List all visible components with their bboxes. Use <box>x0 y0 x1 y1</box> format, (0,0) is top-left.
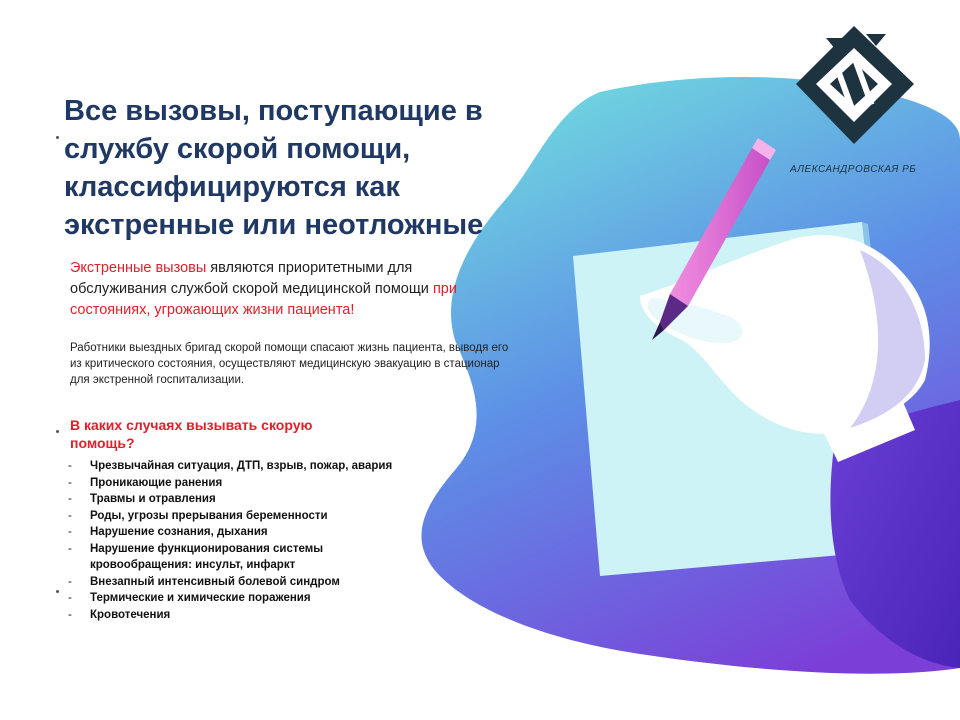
list-item: - Нарушение функционирования системы кровообращения: инсульт, инфаркт <box>66 541 396 574</box>
cases-list <box>66 458 396 623</box>
bullet-dot <box>56 136 59 139</box>
question-title: В каких случаях вызывать скорую помощь? <box>70 417 313 451</box>
page-title: Все вызовы, поступающие в службу скорой помощи, классифицируются как экстренные или неотложные <box>64 95 484 241</box>
list-item: - Чрезвычайная ситуация, ДТП, взрыв, пожар, авария <box>66 458 396 475</box>
list-item: - Термические и химические поражения <box>66 590 396 607</box>
list-item: - Травмы и отравления <box>66 491 396 508</box>
lead-middle: являются приоритетными для обслуживания службой скорой медицинской помощи <box>70 260 433 297</box>
lead-highlight-start: Экстренные вызовы <box>70 260 207 276</box>
lead-highlight-end: при состояниях, угрожающих жизни пациента! <box>70 281 457 318</box>
list-item: - Роды, угрозы прерывания беременности <box>66 508 396 525</box>
bullet-dot <box>56 590 59 593</box>
list-item: - Внезапный интенсивный болевой синдром <box>66 574 396 591</box>
description-paragraph: Работники выездных бригад скорой помощи спасают жизнь пациента, выводя его из критического состояния, осуществляют медицинскую эвакуацию в стационар для экстренной госпитализации. <box>70 342 509 386</box>
lead-paragraph <box>70 258 510 321</box>
bullet-dot <box>56 430 59 433</box>
logo-text: АЛЕКСАНДРОВСКАЯ РБ <box>790 164 917 175</box>
list-item: - Нарушение сознания, дыхания <box>66 524 396 541</box>
list-item: - Кровотечения <box>66 607 396 624</box>
list-item: - Проникающие ранения <box>66 475 396 492</box>
